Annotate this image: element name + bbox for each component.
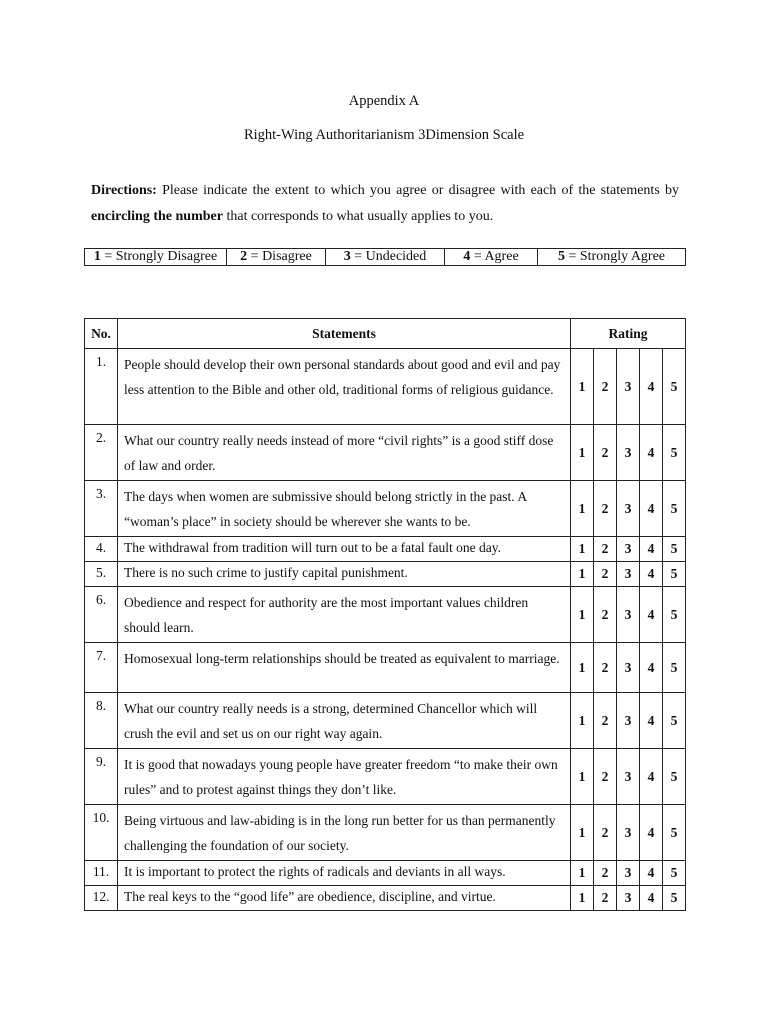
row-number: 6.	[85, 587, 118, 643]
rating-option-1[interactable]: 1	[571, 861, 594, 886]
table-row	[85, 643, 686, 693]
appendix-label: Appendix A	[348, 93, 420, 109]
rating-option-4[interactable]: 4	[640, 537, 663, 562]
rating-option-3[interactable]: 3	[617, 643, 640, 693]
rating-option-1[interactable]: 1	[571, 537, 594, 562]
row-number: 2.	[85, 425, 118, 481]
row-number: 9.	[85, 749, 118, 805]
legend-item-5	[538, 249, 686, 266]
rating-option-5[interactable]: 5	[663, 693, 686, 749]
legend-item-1	[85, 249, 227, 266]
legend-label: = Agree	[470, 249, 519, 264]
legend-label: = Strongly Agree	[564, 249, 666, 264]
rating-option-2[interactable]: 2	[594, 425, 617, 481]
rating-option-1[interactable]: 1	[571, 587, 594, 643]
rating-option-2[interactable]: 2	[594, 537, 617, 562]
rating-option-3[interactable]: 3	[617, 587, 640, 643]
legend-number: 1	[93, 249, 101, 264]
rating-option-1[interactable]: 1	[571, 805, 594, 861]
rating-option-4[interactable]: 4	[640, 349, 663, 425]
rating-option-2[interactable]: 2	[594, 587, 617, 643]
rating-option-4[interactable]: 4	[640, 693, 663, 749]
rating-option-5[interactable]: 5	[663, 749, 686, 805]
row-number: 5.	[85, 562, 118, 587]
table-row	[85, 425, 686, 481]
directions-text-1: Please indicate the extent to which you agree or disagree with each of the statements by	[156, 183, 679, 198]
statement-text: What our country really needs instead of more “civil rights” is a good stiff dose of law and order.	[118, 425, 571, 481]
rating-option-3[interactable]: 3	[617, 349, 640, 425]
legend-number: 4	[463, 249, 471, 264]
table-row	[85, 562, 686, 587]
rating-option-3[interactable]: 3	[617, 805, 640, 861]
rating-option-5[interactable]: 5	[663, 425, 686, 481]
rating-option-3[interactable]: 3	[617, 749, 640, 805]
table-row	[85, 805, 686, 861]
rating-option-5[interactable]: 5	[663, 481, 686, 537]
legend-item-2	[227, 249, 326, 266]
legend-label: = Strongly Disagree	[100, 249, 218, 264]
rating-option-5[interactable]: 5	[663, 562, 686, 587]
statement-text: It is good that nowadays young people have greater freedom “to make their own rules” and to protest against things they don’t like.	[118, 749, 571, 805]
statement-text: Obedience and respect for authority are the most important values children should learn.	[118, 587, 571, 643]
table-row	[85, 481, 686, 537]
legend-number: 2	[240, 249, 248, 264]
rating-option-5[interactable]: 5	[663, 537, 686, 562]
rating-option-2[interactable]: 2	[594, 861, 617, 886]
rating-option-2[interactable]: 2	[594, 805, 617, 861]
statement-text: Homosexual long-term relationships should be treated as equivalent to marriage.	[118, 643, 571, 693]
statement-text: The days when women are submissive should belong strictly in the past. A “woman’s place” in society should be wherever she wants to be.	[118, 481, 571, 537]
statement-text: There is no such crime to justify capital punishment.	[118, 562, 571, 587]
statement-text: It is important to protect the rights of radicals and deviants in all ways.	[118, 861, 571, 886]
directions-emphasis: encircling the number	[91, 209, 223, 224]
statement-text: Being virtuous and law-abiding is in the long run better for us than permanently challenging the foundation of our society.	[118, 805, 571, 861]
directions-paragraph	[91, 178, 679, 230]
rating-option-2[interactable]: 2	[594, 562, 617, 587]
rating-option-3[interactable]: 3	[617, 886, 640, 911]
table-row	[85, 587, 686, 643]
legend-number: 5	[557, 249, 565, 264]
rating-option-2[interactable]: 2	[594, 481, 617, 537]
rating-option-1[interactable]: 1	[571, 749, 594, 805]
row-number: 4.	[85, 537, 118, 562]
rating-option-4[interactable]: 4	[640, 587, 663, 643]
row-number: 11.	[85, 861, 118, 886]
rating-option-3[interactable]: 3	[617, 562, 640, 587]
rating-option-5[interactable]: 5	[663, 886, 686, 911]
row-number: 10.	[85, 805, 118, 861]
rating-option-4[interactable]: 4	[640, 481, 663, 537]
legend-item-4	[445, 249, 538, 266]
rating-option-4[interactable]: 4	[640, 425, 663, 481]
row-number: 3.	[85, 481, 118, 537]
rating-option-1[interactable]: 1	[571, 481, 594, 537]
rating-option-4[interactable]: 4	[640, 805, 663, 861]
rating-option-4[interactable]: 4	[640, 749, 663, 805]
rating-option-3[interactable]: 3	[617, 861, 640, 886]
rating-option-3[interactable]: 3	[617, 693, 640, 749]
rating-option-2[interactable]: 2	[594, 749, 617, 805]
rating-option-2[interactable]: 2	[594, 693, 617, 749]
rating-option-1[interactable]: 1	[571, 693, 594, 749]
rating-option-3[interactable]: 3	[617, 481, 640, 537]
statement-text: What our country really needs is a strong, determined Chancellor which will crush the evil and set us on our right way again.	[118, 693, 571, 749]
table-body	[85, 349, 686, 911]
legend-row	[85, 249, 686, 266]
statement-text: The real keys to the “good life” are obedience, discipline, and virtue.	[118, 886, 571, 911]
table-row	[85, 693, 686, 749]
row-number: 1.	[85, 349, 118, 425]
rating-option-1[interactable]: 1	[571, 425, 594, 481]
row-number: 8.	[85, 693, 118, 749]
rating-option-4[interactable]: 4	[640, 886, 663, 911]
rating-option-1[interactable]: 1	[571, 643, 594, 693]
rating-option-5[interactable]: 5	[663, 861, 686, 886]
rwa-statements-table	[84, 318, 686, 911]
legend-label: = Disagree	[247, 249, 312, 264]
rating-option-1[interactable]: 1	[571, 349, 594, 425]
header-rating: Rating	[571, 319, 686, 349]
table-header-row	[85, 319, 686, 349]
rating-option-2[interactable]: 2	[594, 643, 617, 693]
rating-option-4[interactable]: 4	[640, 562, 663, 587]
directions-text-2: that corresponds to what usually applies to you.	[222, 209, 494, 224]
header-statements: Statements	[118, 319, 571, 349]
rating-option-4[interactable]: 4	[640, 861, 663, 886]
rating-option-2[interactable]: 2	[594, 886, 617, 911]
legend-item-3	[326, 249, 445, 266]
table-row	[85, 886, 686, 911]
rating-option-1[interactable]: 1	[571, 562, 594, 587]
row-number: 12.	[85, 886, 118, 911]
rating-option-3[interactable]: 3	[617, 537, 640, 562]
legend-number: 3	[343, 249, 351, 264]
header-no: No.	[85, 319, 118, 349]
table-row	[85, 537, 686, 562]
rating-option-1[interactable]: 1	[571, 886, 594, 911]
table-row	[85, 749, 686, 805]
directions-label: Directions:	[91, 183, 157, 198]
table-row	[85, 861, 686, 886]
rating-legend	[84, 248, 686, 266]
legend-label: = Undecided	[350, 249, 427, 264]
rating-option-5[interactable]: 5	[663, 805, 686, 861]
statement-text: People should develop their own personal standards about good and evil and pay less attention to the Bible and other old, traditional forms of religious guidance.	[118, 349, 571, 425]
rating-option-5[interactable]: 5	[663, 643, 686, 693]
statement-text: The withdrawal from tradition will turn out to be a fatal fault one day.	[118, 537, 571, 562]
rating-option-3[interactable]: 3	[617, 425, 640, 481]
rating-option-2[interactable]: 2	[594, 349, 617, 425]
row-number: 7.	[85, 643, 118, 693]
rating-option-4[interactable]: 4	[640, 643, 663, 693]
table-row	[85, 349, 686, 425]
rating-option-5[interactable]: 5	[663, 587, 686, 643]
scale-title: Right-Wing Authoritarianism 3Dimension Scale	[243, 127, 525, 143]
rating-option-5[interactable]: 5	[663, 349, 686, 425]
